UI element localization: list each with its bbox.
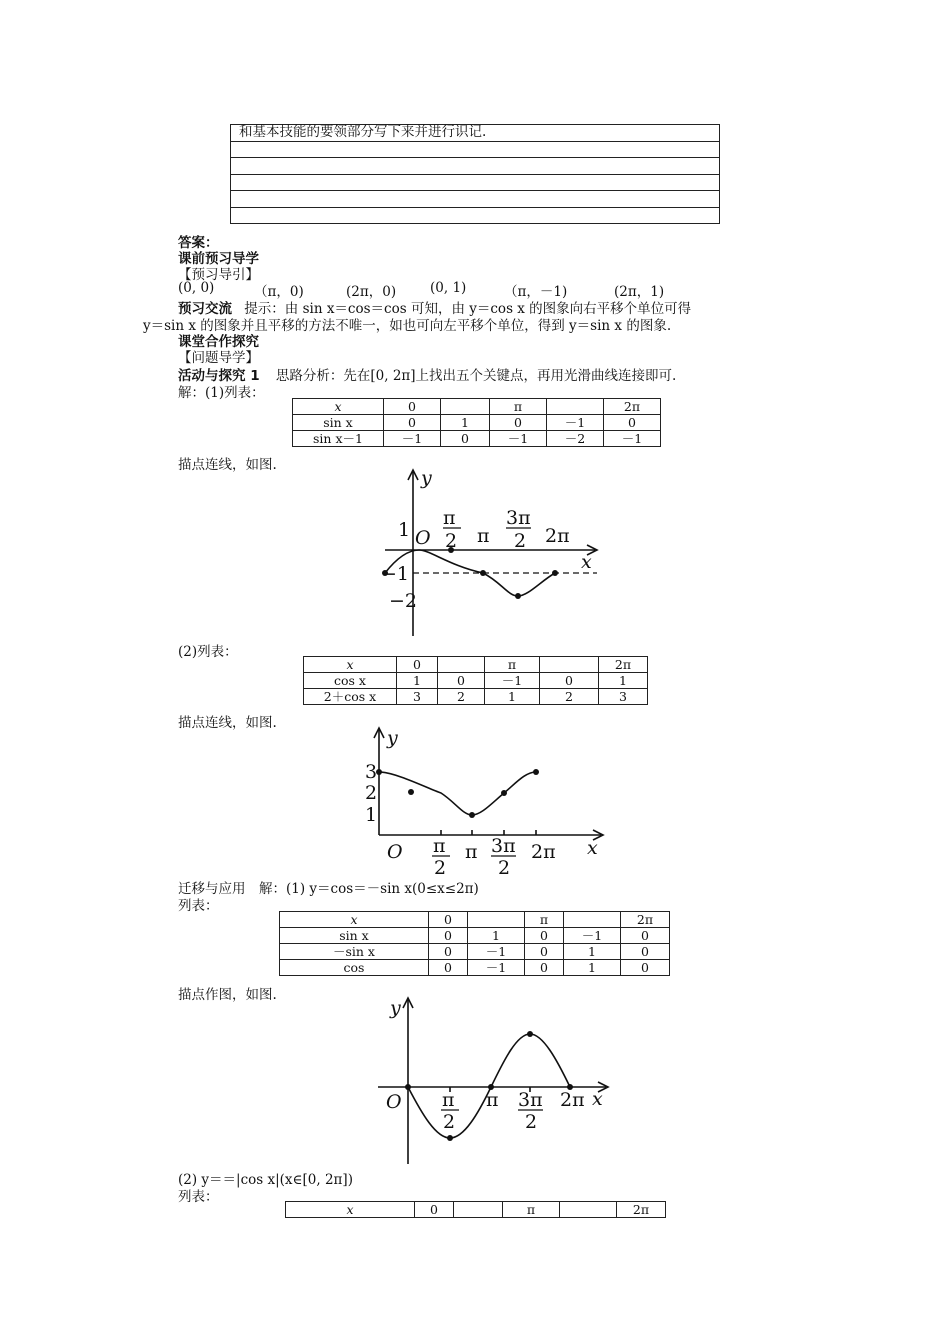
table-cell: 0 bbox=[621, 928, 670, 944]
table-cell: x bbox=[350, 912, 358, 927]
table-row bbox=[293, 431, 661, 447]
table-cell: 2 bbox=[540, 689, 599, 705]
table-cell: 0 bbox=[429, 928, 468, 944]
part2-label: (2)列表： bbox=[178, 644, 238, 660]
transfer-line: 迁移与应用 解：(1) y＝cos＝－sin x(0≤x≤2π) bbox=[178, 881, 479, 897]
x-tick-label: 2 bbox=[525, 1111, 538, 1133]
curve-point bbox=[515, 593, 521, 599]
table-cell: sin x bbox=[280, 928, 429, 944]
table-cell: x bbox=[334, 399, 342, 414]
x-tick-label: 2π bbox=[531, 841, 556, 863]
x-tick-label: 2 bbox=[514, 530, 527, 552]
table-cell: x bbox=[346, 657, 354, 672]
curve-point bbox=[480, 570, 486, 576]
table-cell: －1 bbox=[490, 431, 547, 447]
table-cell: 0 bbox=[525, 960, 564, 976]
table-cell: 1 bbox=[397, 673, 438, 689]
x-tick-label: 2 bbox=[434, 857, 447, 879]
table-cell: 1 bbox=[599, 673, 648, 689]
table-row bbox=[293, 399, 661, 415]
table-cell: 0 bbox=[429, 912, 468, 928]
preview-point: (2π，0) bbox=[346, 284, 397, 300]
table-cell: 0 bbox=[525, 928, 564, 944]
table-cell: 0 bbox=[384, 399, 441, 415]
table-cell: sin x bbox=[293, 415, 384, 431]
notes-blank-line bbox=[231, 191, 720, 208]
table-row bbox=[280, 960, 670, 976]
section-title-preview: 课前预习导学 bbox=[178, 251, 259, 267]
graph-two-plus-cos bbox=[365, 722, 610, 880]
table-cell: 0 bbox=[540, 673, 599, 689]
table-cell: 1 bbox=[564, 944, 621, 960]
table-cell: 1 bbox=[441, 415, 490, 431]
y-tick-label: −2 bbox=[389, 590, 418, 612]
x-tick-label: π bbox=[477, 525, 490, 547]
table-cell: 2π bbox=[617, 1202, 666, 1218]
x-tick-label: 3π bbox=[491, 835, 516, 857]
table-cell: 2π bbox=[604, 399, 661, 415]
x-tick-label: 2 bbox=[498, 857, 511, 879]
table-cell: 0 bbox=[397, 657, 438, 673]
table-cell: cos bbox=[280, 960, 429, 976]
x-tick-label: π bbox=[486, 1089, 499, 1111]
curve-point bbox=[408, 789, 414, 795]
curve-point bbox=[533, 769, 539, 775]
table-cell: －1 bbox=[564, 928, 621, 944]
table-cell: π bbox=[485, 657, 540, 673]
table-row bbox=[280, 944, 670, 960]
table-cell: 0 bbox=[438, 673, 485, 689]
y-axis-label: y bbox=[421, 467, 432, 489]
y-axis-label: y bbox=[387, 727, 398, 749]
x-axis-label: x bbox=[587, 837, 598, 859]
table-row bbox=[280, 928, 670, 944]
notes-box bbox=[230, 124, 720, 224]
table-cell: 0 bbox=[429, 944, 468, 960]
table-cell bbox=[560, 1202, 617, 1218]
exchange-label: 预习交流 bbox=[178, 301, 232, 317]
table-cell: 0 bbox=[490, 415, 547, 431]
activity1-text: 思路分析：先在[0, 2π]上找出五个关键点，再用光滑曲线连接即可. bbox=[275, 368, 677, 384]
preview-point: (2π，1) bbox=[614, 284, 665, 300]
y-tick-label: 3 bbox=[365, 761, 378, 783]
curve-point bbox=[405, 1084, 411, 1090]
table-two-plus-cos bbox=[303, 656, 648, 705]
table-cell bbox=[468, 912, 525, 928]
table-cell: 2＋cos x bbox=[304, 689, 397, 705]
notes-blank-line bbox=[231, 158, 720, 175]
table-cell: 1 bbox=[468, 928, 525, 944]
table-cell: －1 bbox=[468, 944, 525, 960]
plot-caption-2: 描点连线，如图. bbox=[178, 715, 277, 731]
table-cell bbox=[547, 399, 604, 415]
table-cell: －1 bbox=[384, 431, 441, 447]
notes-first-line: 和基本技能的要领部分写下来并进行识记. bbox=[231, 125, 720, 142]
table-cell: －sin x bbox=[280, 944, 429, 960]
curve-point bbox=[501, 790, 507, 796]
table-row bbox=[304, 689, 648, 705]
table-cell bbox=[564, 912, 621, 928]
table-cell: －1 bbox=[547, 415, 604, 431]
curve-part-2 bbox=[483, 573, 555, 596]
table-cell: sin x－1 bbox=[293, 431, 384, 447]
x-axis-label: x bbox=[581, 551, 592, 573]
table-cell: 0 bbox=[429, 960, 468, 976]
y-axis-label: y bbox=[390, 997, 401, 1019]
x-tick-label: π bbox=[442, 1089, 455, 1111]
preview-point: (0, 1) bbox=[430, 280, 467, 296]
preview-point: （π，0) bbox=[254, 284, 304, 300]
x-tick-label: 2π bbox=[545, 525, 570, 547]
origin-label: O bbox=[415, 527, 431, 549]
table-cell: 3 bbox=[397, 689, 438, 705]
list-label-3: 列表： bbox=[178, 898, 219, 914]
origin-label: O bbox=[387, 841, 403, 863]
preview-exchange-line2: y＝sin x 的图象并且平移的方法不唯一，如也可向左平移个单位，得到 y＝sin x 的图象. bbox=[143, 318, 672, 334]
table-cell: 0 bbox=[384, 415, 441, 431]
curve-point bbox=[527, 1031, 533, 1037]
y-tick-label: 1 bbox=[398, 519, 411, 541]
preview-point: （π，－1) bbox=[504, 284, 568, 300]
solve-part1: 解：(1)列表： bbox=[178, 385, 265, 401]
table-row bbox=[304, 657, 648, 673]
table-cell bbox=[540, 657, 599, 673]
table-row bbox=[286, 1202, 666, 1218]
x-axis-label: x bbox=[592, 1088, 603, 1110]
table-cell bbox=[441, 399, 490, 415]
x-tick-label: π bbox=[465, 841, 478, 863]
table-cell: 0 bbox=[525, 944, 564, 960]
x-tick-label: π bbox=[433, 835, 446, 857]
plot-caption-3: 描点作图，如图. bbox=[178, 987, 277, 1003]
table-cell: 0 bbox=[415, 1202, 454, 1218]
table-cell: －1 bbox=[604, 431, 661, 447]
preview-guide-title: 【预习导引】 bbox=[178, 267, 259, 283]
table-cell: 0 bbox=[604, 415, 661, 431]
table-cell bbox=[454, 1202, 503, 1218]
part2b-line: (2) y＝＝|cos x|(x∈[0, 2π]) bbox=[178, 1172, 353, 1188]
notes-blank-line bbox=[231, 141, 720, 158]
table-cell: π bbox=[490, 399, 547, 415]
section-title-classroom: 课堂合作探究 bbox=[178, 334, 259, 350]
notes-blank-line bbox=[231, 207, 720, 224]
table-cell: 2 bbox=[438, 689, 485, 705]
y-tick-label: 2 bbox=[365, 782, 378, 804]
table-cell: 1 bbox=[485, 689, 540, 705]
table-cell: π bbox=[525, 912, 564, 928]
table-cell: －1 bbox=[468, 960, 525, 976]
x-tick-label: 2 bbox=[443, 1111, 456, 1133]
table-cell: x bbox=[346, 1202, 354, 1217]
table-cell: π bbox=[503, 1202, 560, 1218]
table-row bbox=[280, 912, 670, 928]
answer-label: 答案： bbox=[178, 235, 219, 251]
table-cell: 2π bbox=[599, 657, 648, 673]
table-row bbox=[293, 415, 661, 431]
graph-sin-minus-one bbox=[365, 466, 605, 642]
table-cell: 0 bbox=[621, 944, 670, 960]
table-cell: 3 bbox=[599, 689, 648, 705]
table-neg-sin bbox=[279, 911, 670, 976]
y-tick-label: 1 bbox=[365, 804, 378, 826]
activity1-label: 活动与探究 1 bbox=[178, 368, 260, 384]
preview-point: (0, 0) bbox=[178, 280, 215, 296]
question-guide-title: 【问题导学】 bbox=[178, 350, 259, 366]
curve-point bbox=[552, 570, 558, 576]
x-tick-label: π bbox=[443, 507, 456, 529]
table-cell: －2 bbox=[547, 431, 604, 447]
y-tick-label: −1 bbox=[381, 563, 410, 585]
table-cell: －1 bbox=[485, 673, 540, 689]
table-abs-cos bbox=[285, 1201, 666, 1218]
table-cell: cos x bbox=[304, 673, 397, 689]
origin-label: O bbox=[386, 1091, 402, 1113]
curve-point bbox=[447, 1135, 453, 1141]
curve bbox=[379, 772, 536, 815]
table-cell: 0 bbox=[441, 431, 490, 447]
curve-point bbox=[469, 812, 475, 818]
table-sin-minus-one bbox=[292, 398, 661, 447]
list-label-4: 列表： bbox=[178, 1189, 219, 1205]
table-cell: 1 bbox=[564, 960, 621, 976]
x-tick-label: 2π bbox=[560, 1089, 585, 1111]
table-row bbox=[304, 673, 648, 689]
table-cell: 0 bbox=[621, 960, 670, 976]
graph-neg-sin bbox=[370, 994, 615, 1166]
exchange-text-1: 提示：由 sin x＝cos＝cos 可知，由 y＝cos x 的图象向右平移个单位可得 bbox=[244, 301, 692, 317]
notes-blank-line bbox=[231, 174, 720, 191]
table-cell: 2π bbox=[621, 912, 670, 928]
x-tick-label: 2 bbox=[445, 530, 458, 552]
x-tick-label: 3π bbox=[506, 507, 531, 529]
x-tick-label: 3π bbox=[518, 1089, 543, 1111]
plot-caption-1: 描点连线，如图. bbox=[178, 457, 277, 473]
table-cell bbox=[438, 657, 485, 673]
